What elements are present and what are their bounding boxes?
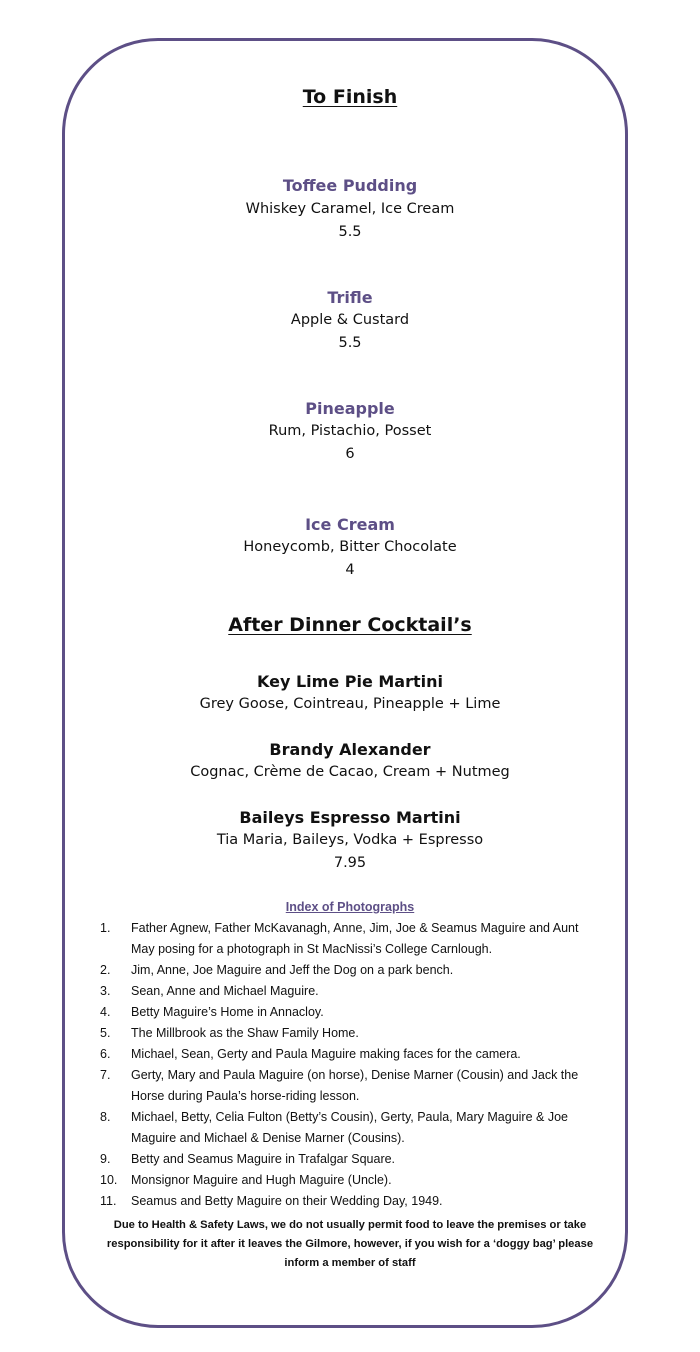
dish-description: Rum, Pistachio, Posset: [268, 423, 432, 439]
list-item-number: 3.: [100, 984, 111, 998]
dish-description: Apple & Custard: [290, 312, 410, 328]
list-item-text: Father Agnew, Father McKavanagh, Anne, Jim, Joe & Seamus Maguire and Aunt May posing for a photograph in St MacNissi’s College Carnlough.: [131, 921, 579, 956]
list-item: [100, 1191, 600, 1212]
list-item-text: Seamus and Betty Maguire on their Wedding Day, 1949.: [131, 1194, 443, 1208]
list-item-number: 9.: [100, 1152, 111, 1166]
list-item-number: 11.: [100, 1194, 117, 1208]
list-item-number: 4.: [100, 1005, 111, 1019]
list-item: [100, 1149, 600, 1170]
list-item-text: Michael, Betty, Celia Fulton (Betty’s Cousin), Gerty, Paula, Mary Maguire & Joe Maguire and Michael & Denise Marner (Cousins).: [131, 1110, 568, 1145]
list-item-number: 1.: [100, 921, 111, 935]
cocktail-description: Cognac, Crème de Cacao, Cream + Nutmeg: [190, 764, 510, 780]
dish-price: 5.5: [338, 335, 362, 351]
photo-index-heading: Index of Photographs: [285, 900, 415, 914]
dish-name: Trifle: [327, 288, 373, 307]
list-item-number: 8.: [100, 1110, 111, 1124]
list-item: [100, 1065, 600, 1107]
list-item-text: Michael, Sean, Gerty and Paula Maguire making faces for the camera.: [131, 1047, 521, 1061]
list-item-text: Monsignor Maguire and Hugh Maguire (Uncle).: [131, 1173, 392, 1187]
to-finish-heading: To Finish: [302, 86, 398, 108]
dish-price: 6: [345, 446, 355, 462]
list-item: [100, 1170, 600, 1191]
health-safety-notice: Due to Health & Safety Laws, we do not usually permit food to leave the premises or take responsibility for it after it leaves the Gilmore, however, if you wish for a ‘doggy bag’ please inform a member of staff: [106, 1219, 594, 1269]
cocktails-price: 7.95: [333, 855, 367, 871]
list-item: [100, 960, 600, 981]
list-item: [100, 1044, 600, 1065]
list-item: [100, 918, 600, 960]
dish-name: Toffee Pudding: [282, 176, 418, 195]
dish-description: Whiskey Caramel, Ice Cream: [245, 201, 455, 217]
cocktail-description: Grey Goose, Cointreau, Pineapple + Lime: [199, 696, 501, 712]
cocktails-heading: After Dinner Cocktail’s: [228, 614, 472, 636]
list-item-number: 7.: [100, 1068, 111, 1082]
list-item-text: Betty and Seamus Maguire in Trafalgar Square.: [131, 1152, 396, 1166]
list-item: [100, 981, 600, 1002]
dish-name: Ice Cream: [305, 515, 395, 534]
list-item-number: 5.: [100, 1026, 111, 1040]
list-item-text: The Millbrook as the Shaw Family Home.: [131, 1026, 359, 1040]
list-item-number: 10.: [100, 1173, 118, 1187]
list-item-text: Gerty, Mary and Paula Maguire (on horse), Denise Marner (Cousin) and Jack the Horse during Paula’s horse-riding lesson.: [131, 1068, 579, 1103]
list-item-text: Betty Maguire’s Home in Annacloy.: [131, 1005, 324, 1019]
dish-name: Pineapple: [305, 399, 395, 418]
cocktail-description: Tia Maria, Baileys, Vodka + Espresso: [216, 832, 484, 848]
list-item-number: 2.: [100, 963, 111, 977]
list-item: [100, 1023, 600, 1044]
list-item-number: 6.: [100, 1047, 111, 1061]
cocktail-name: Key Lime Pie Martini: [257, 672, 443, 691]
dish-price: 5.5: [338, 224, 362, 240]
dish-description: Honeycomb, Bitter Chocolate: [243, 539, 457, 555]
cocktail-name: Brandy Alexander: [269, 740, 431, 759]
list-item-text: Jim, Anne, Joe Maguire and Jeff the Dog on a park bench.: [131, 963, 454, 977]
list-item-text: Sean, Anne and Michael Maguire.: [131, 984, 319, 998]
photo-index-list: [100, 918, 600, 1212]
dish-price: 4: [345, 562, 355, 578]
list-item: [100, 1107, 600, 1149]
cocktail-name: Baileys Espresso Martini: [239, 808, 461, 827]
list-item: [100, 1002, 600, 1023]
